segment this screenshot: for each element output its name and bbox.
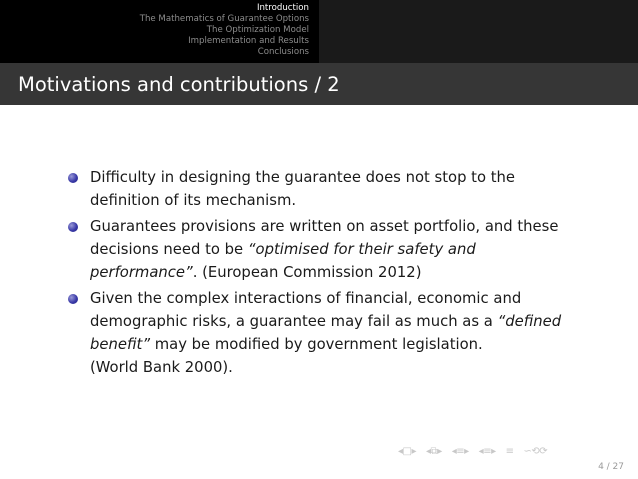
- bullet-item-3: [62, 287, 602, 379]
- bullet-2-citation: . (European Commission 2012): [192, 264, 422, 281]
- bullet-2-line-2: [90, 238, 602, 261]
- frame-icon: □: [402, 445, 412, 457]
- bullet-1-line-1: Difficulty in designing the guarantee does not stop to the: [90, 169, 516, 186]
- subsection-nav-next-icon[interactable]: ▸: [491, 445, 496, 457]
- bullet-3-text: demographic risks, a guarantee may fail as much as a: [90, 313, 498, 330]
- bullet-2-line-1: Guarantees provisions are written on asset portfolio, and these: [90, 218, 559, 235]
- nav-section-optimization-model[interactable]: The Optimization Model: [206, 25, 309, 35]
- page-number: 4 / 27: [598, 462, 624, 472]
- bullet-3-text-cont: may be modified by government legislation.: [150, 336, 483, 353]
- bullet-2-text: decisions need to be: [90, 241, 248, 258]
- bullet-3-quote: “defined: [497, 313, 562, 330]
- frame-title-text: Motivations and contributions / 2: [18, 72, 340, 96]
- section-prev-icon[interactable]: ◂: [451, 445, 457, 457]
- nav-section-implementation[interactable]: Implementation and Results: [188, 36, 309, 46]
- bullet-2-line-3: [90, 261, 602, 284]
- bullet-ball-icon: [68, 173, 78, 183]
- search-icon[interactable]: ∽⟲⟳: [523, 445, 548, 457]
- section-navigation: [0, 0, 319, 63]
- section-icon: ≡: [456, 445, 465, 457]
- subsection-nav-group: [426, 446, 442, 457]
- subsection-icon: ⧉: [430, 445, 438, 457]
- bullet-2-quote-end: performance”: [90, 264, 193, 281]
- subsubsection-icon: ≡: [483, 445, 492, 457]
- bullet-item-1: [62, 166, 602, 212]
- bullet-3-line-4: (World Bank 2000).: [90, 359, 233, 376]
- bullet-3-quote-end: benefit”: [90, 336, 151, 353]
- section-nav-group: [452, 446, 469, 457]
- subsection-nav-prev-icon[interactable]: ◂: [478, 445, 484, 457]
- beamer-navigation-symbols: [398, 444, 547, 458]
- frame-prev-icon[interactable]: ◂: [398, 445, 403, 457]
- nav-section-introduction[interactable]: Introduction: [256, 3, 309, 13]
- subsubsection-nav-group: [479, 446, 496, 457]
- bullet-3-line-1: Given the complex interactions of financial, economic and: [90, 290, 522, 307]
- bullet-3-line-3: [90, 333, 602, 356]
- bullet-item-2: [62, 215, 602, 284]
- section-next-icon[interactable]: ▸: [464, 445, 469, 457]
- subsection-next-icon[interactable]: ▸: [437, 445, 442, 457]
- bullet-1-line-2: definition of its mechanism.: [90, 192, 297, 209]
- nav-section-mathematics[interactable]: The Mathematics of Guarantee Options: [139, 14, 309, 24]
- frame-nav-group: [398, 446, 416, 457]
- bullet-ball-icon: [68, 222, 78, 232]
- frame-next-icon[interactable]: ▸: [411, 445, 417, 457]
- headline-right-panel: [319, 0, 638, 63]
- subsection-prev-icon[interactable]: ◂: [426, 445, 431, 457]
- nav-section-conclusions[interactable]: Conclusions: [257, 47, 309, 57]
- headline-bar: [0, 0, 638, 63]
- align-icon[interactable]: ≡: [505, 445, 514, 457]
- slide-content: [62, 166, 602, 382]
- bullet-3-line-2: [90, 310, 602, 333]
- frame-title: [0, 63, 638, 105]
- bullet-ball-icon: [68, 294, 78, 304]
- bullet-2-quote: “optimised for their safety and: [247, 241, 476, 258]
